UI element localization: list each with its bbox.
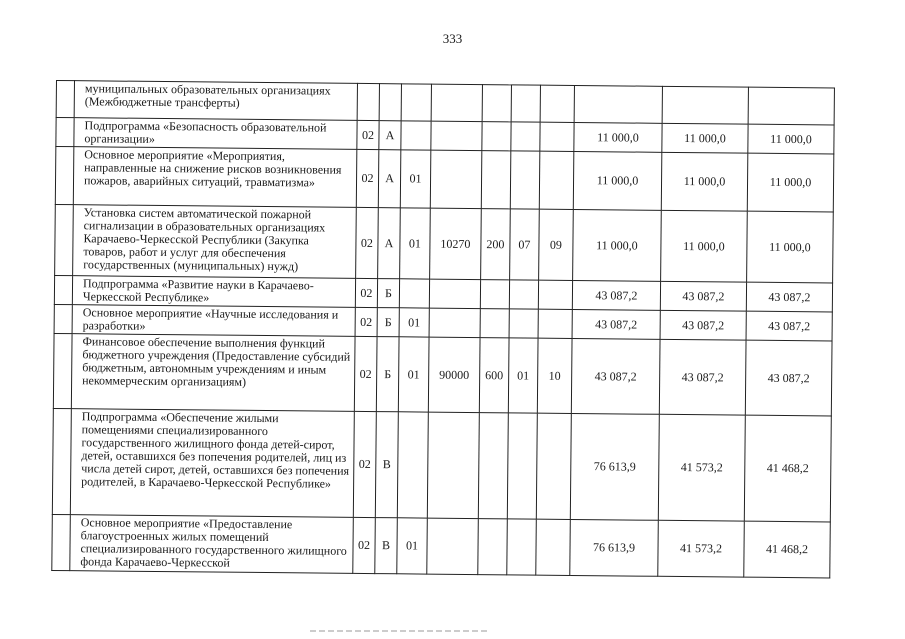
code-5 <box>482 122 511 151</box>
value-year-3: 11 000,0 <box>747 153 834 212</box>
row-margin-cell <box>53 333 72 408</box>
row-name: Установка систем автоматической пожарной сигнализации в образовательных организациях Карачаево-Черкесской Республики (Закупка товаров, работ и услуг для обеспечения государственных (муниципальных) нужд) <box>73 205 357 279</box>
code-5 <box>481 151 511 209</box>
value-year-2: 11 000,0 <box>661 210 748 282</box>
code-2: В <box>375 412 398 518</box>
code-6 <box>509 280 538 309</box>
code-2: А <box>379 121 401 150</box>
value-year-1: 11 000,0 <box>573 151 662 210</box>
code-1: 02 <box>353 411 376 517</box>
row-margin-cell <box>55 147 74 205</box>
table-row <box>52 514 831 577</box>
row-name: Основное мероприятие «Научные исследования и разработки» <box>72 305 355 337</box>
budget-table <box>51 80 835 578</box>
code-4 <box>431 84 482 121</box>
code-1: 02 <box>356 149 379 207</box>
row-margin-cell <box>52 514 71 570</box>
code-4 <box>429 308 480 337</box>
code-3: 01 <box>399 308 429 337</box>
value-year-1: 43 087,2 <box>572 280 660 310</box>
code-1: 02 <box>356 207 379 278</box>
code-7 <box>540 122 574 151</box>
value-year-2: 11 000,0 <box>661 152 748 211</box>
code-1: 02 <box>355 307 377 336</box>
code-6 <box>511 122 540 151</box>
value-year-2 <box>662 86 748 124</box>
row-name: Подпрограмма «Безопасность образовательной организации» <box>74 118 357 150</box>
value-year-3: 11 000,0 <box>748 124 834 154</box>
code-5 <box>480 280 509 309</box>
row-name: Основное мероприятие «Предоставление благоустроенных жилых помещений специализированного государственного жилищного фонда Карачаево-Черкесской <box>70 515 354 574</box>
value-year-1: 76 613,9 <box>570 519 659 576</box>
value-year-3: 43 087,2 <box>746 311 832 341</box>
code-1: 02 <box>355 278 377 307</box>
value-year-3: 43 087,2 <box>745 340 832 416</box>
table-row <box>53 333 832 415</box>
code-7 <box>539 151 574 209</box>
row-margin-cell <box>54 304 72 333</box>
code-6: 07 <box>510 209 540 280</box>
code-2: Б <box>376 337 399 412</box>
code-6 <box>510 151 540 209</box>
code-2: А <box>378 208 401 279</box>
row-name: Подпрограмма «Обеспечение жилыми помещениями специализированного государственного жилищного фонда детей-сирот, детей, оставшихся без попечения родителей, лиц из числа детей сирот, детей, оставшихся без попечения родителей, в Карачаево-Черкесской Республике» <box>70 409 354 518</box>
code-4 <box>429 279 480 308</box>
value-year-3: 41 468,2 <box>744 415 831 522</box>
code-7 <box>536 413 571 519</box>
code-5: 200 <box>481 209 511 280</box>
code-1 <box>357 83 379 120</box>
code-5 <box>478 519 508 575</box>
row-margin-cell <box>52 408 71 514</box>
code-5 <box>480 309 509 338</box>
value-year-2: 41 573,2 <box>658 520 745 577</box>
code-7 <box>538 280 572 309</box>
value-year-2: 43 087,2 <box>660 310 746 340</box>
code-1: 02 <box>354 336 377 411</box>
code-4 <box>427 412 479 518</box>
code-6 <box>507 413 537 519</box>
value-year-3 <box>748 87 834 125</box>
code-3: 01 <box>398 337 429 412</box>
value-year-2: 11 000,0 <box>662 123 748 153</box>
row-margin-cell <box>54 275 72 304</box>
row-margin-cell <box>56 118 74 147</box>
code-3: 01 <box>397 518 428 574</box>
code-2: А <box>378 150 401 208</box>
code-7 <box>538 309 572 338</box>
value-year-1: 11 000,0 <box>573 209 662 281</box>
code-4: 90000 <box>428 337 480 412</box>
code-4 <box>431 121 482 150</box>
value-year-3: 41 468,2 <box>744 521 831 578</box>
value-year-2: 41 573,2 <box>658 414 745 521</box>
code-5 <box>478 413 508 519</box>
row-name: муниципальных образовательных организациях (Межбюджетные трансферты) <box>74 81 357 121</box>
row-name: Подпрограмма «Развитие науки в Карачаево-Черкесской Республике» <box>72 276 355 308</box>
value-year-3: 11 000,0 <box>747 211 834 283</box>
value-year-3: 43 087,2 <box>746 282 832 312</box>
code-4 <box>430 150 482 208</box>
value-year-1: 76 613,9 <box>570 413 659 520</box>
code-2 <box>379 84 401 121</box>
table-row <box>52 408 831 521</box>
code-1: 02 <box>353 517 376 573</box>
code-4: 10270 <box>430 208 482 279</box>
value-year-1 <box>574 85 662 123</box>
code-3 <box>397 412 428 518</box>
code-4 <box>427 518 479 574</box>
value-year-2: 43 087,2 <box>659 339 746 415</box>
value-year-1: 43 087,2 <box>572 309 660 339</box>
code-3 <box>401 121 431 150</box>
code-3 <box>401 84 431 121</box>
scan-artifact <box>310 630 490 632</box>
code-7: 09 <box>539 209 574 280</box>
code-3: 01 <box>400 150 431 208</box>
code-2: Б <box>377 308 399 337</box>
row-margin-cell <box>56 81 74 118</box>
table-row <box>55 204 834 282</box>
code-6 <box>511 85 540 122</box>
value-year-1: 11 000,0 <box>574 122 662 152</box>
row-name: Финансовое обеспечение выполнения функций бюджетного учреждения (Предоставление субсидий бюджетным, автономным учреждениям и иным некоммерческим организациям) <box>71 334 355 412</box>
value-year-2: 43 087,2 <box>660 281 746 311</box>
value-year-1: 43 087,2 <box>571 338 660 414</box>
row-name: Основное мероприятие «Мероприятия, направленные на снижение рисков возникновения пожаров, аварийных ситуаций, травматизма» <box>73 147 357 208</box>
code-6 <box>507 519 537 575</box>
page-number: 333 <box>442 31 463 46</box>
code-7 <box>540 85 574 122</box>
code-5: 600 <box>479 338 509 413</box>
table-row <box>55 147 834 212</box>
code-2: В <box>375 518 398 574</box>
code-1: 02 <box>357 120 379 149</box>
code-2: Б <box>377 279 399 308</box>
code-7 <box>536 519 571 575</box>
code-7: 10 <box>537 338 572 413</box>
code-3: 01 <box>400 208 431 279</box>
code-3 <box>399 279 429 308</box>
row-margin-cell <box>55 204 74 275</box>
code-6 <box>509 309 538 338</box>
code-6: 01 <box>508 338 538 413</box>
code-5 <box>482 85 511 122</box>
